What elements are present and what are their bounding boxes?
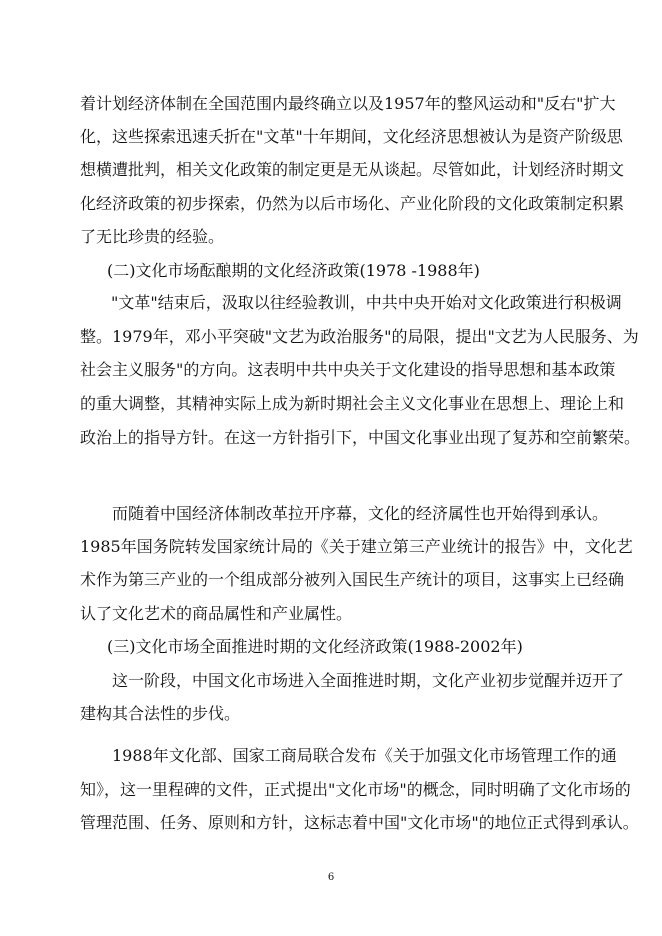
page-number: 6 <box>327 872 335 883</box>
text-line-13: 1985年国务院转发国家统计局的《关于建立第三产业统计的报告》中，文化艺 <box>80 537 633 556</box>
section-heading-3: (三)文化市场全面推进时期的文化经济政策(1988-2002年) <box>107 637 523 656</box>
text-line-9: 社会主义服务"的方向。这表明中共中央关于文化建设的指导思想和基本政策 <box>80 360 616 379</box>
text-line-14: 术作为第三产业的一个组成部分被列入国民生产统计的项目，这事实上已经确 <box>80 570 625 589</box>
text-line-4: 化经济政策的初步探索，仍然为以后市场化、产业化阶段的文化政策制定积累 <box>80 194 625 213</box>
text-line-1: 着计划经济体制在全国范围内最终确立以及1957年的整风运动和"反右"扩大 <box>80 94 616 113</box>
text-line-10: 的重大调整，其精神实际上成为新时期社会主义文化事业在思想上、理论上和 <box>80 394 625 413</box>
text-line-5: 了无比珍贵的经验。 <box>80 227 225 246</box>
text-line-21: 管理范围、任务、原则和方针，这标志着中国"文化市场"的地位正式得到承认。 <box>80 813 639 832</box>
text-line-20: 知》，这一里程碑的文件，正式提出"文化市场"的概念，同时明确了文化市场的 <box>80 780 631 799</box>
text-line-18: 建构其合法性的步伐。 <box>80 704 241 723</box>
text-line-12: 而随着中国经济体制改革拉开序幕，文化的经济属性也开始得到承认。 <box>112 504 609 523</box>
text-line-3: 想横遭批判，相关文化政策的制定更是无从谈起。尽管如此，计划经济时期文 <box>80 160 625 179</box>
text-line-15: 认了文化艺术的商品属性和产业属性。 <box>80 604 353 623</box>
text-line-8: 整。1979年，邓小平突破"文艺为政治服务"的局限，提出"文艺为人民服务、为 <box>80 327 639 346</box>
text-line-19: 1988年文化部、国家工商局联合发布《关于加强文化市场管理工作的通 <box>112 746 617 765</box>
text-line-11: 政治上的指导方针。在这一方针指引下，中国文化事业出现了复苏和空前繁荣。 <box>80 428 641 447</box>
text-line-2: 化，这些探索迅速夭折在"文革"十年期间，文化经济思想被认为是资产阶级思 <box>80 127 623 146</box>
text-line-7: "文革"结束后，汲取以往经验教训，中共中央开始对文化政策进行积极调 <box>111 293 622 312</box>
section-heading-2: (二)文化市场酝酿期的文化经济政策(1978 -1988年) <box>107 261 480 280</box>
text-line-17: 这一阶段，中国文化市场进入全面推进时期，文化产业初步觉醒并迈开了 <box>112 671 625 690</box>
